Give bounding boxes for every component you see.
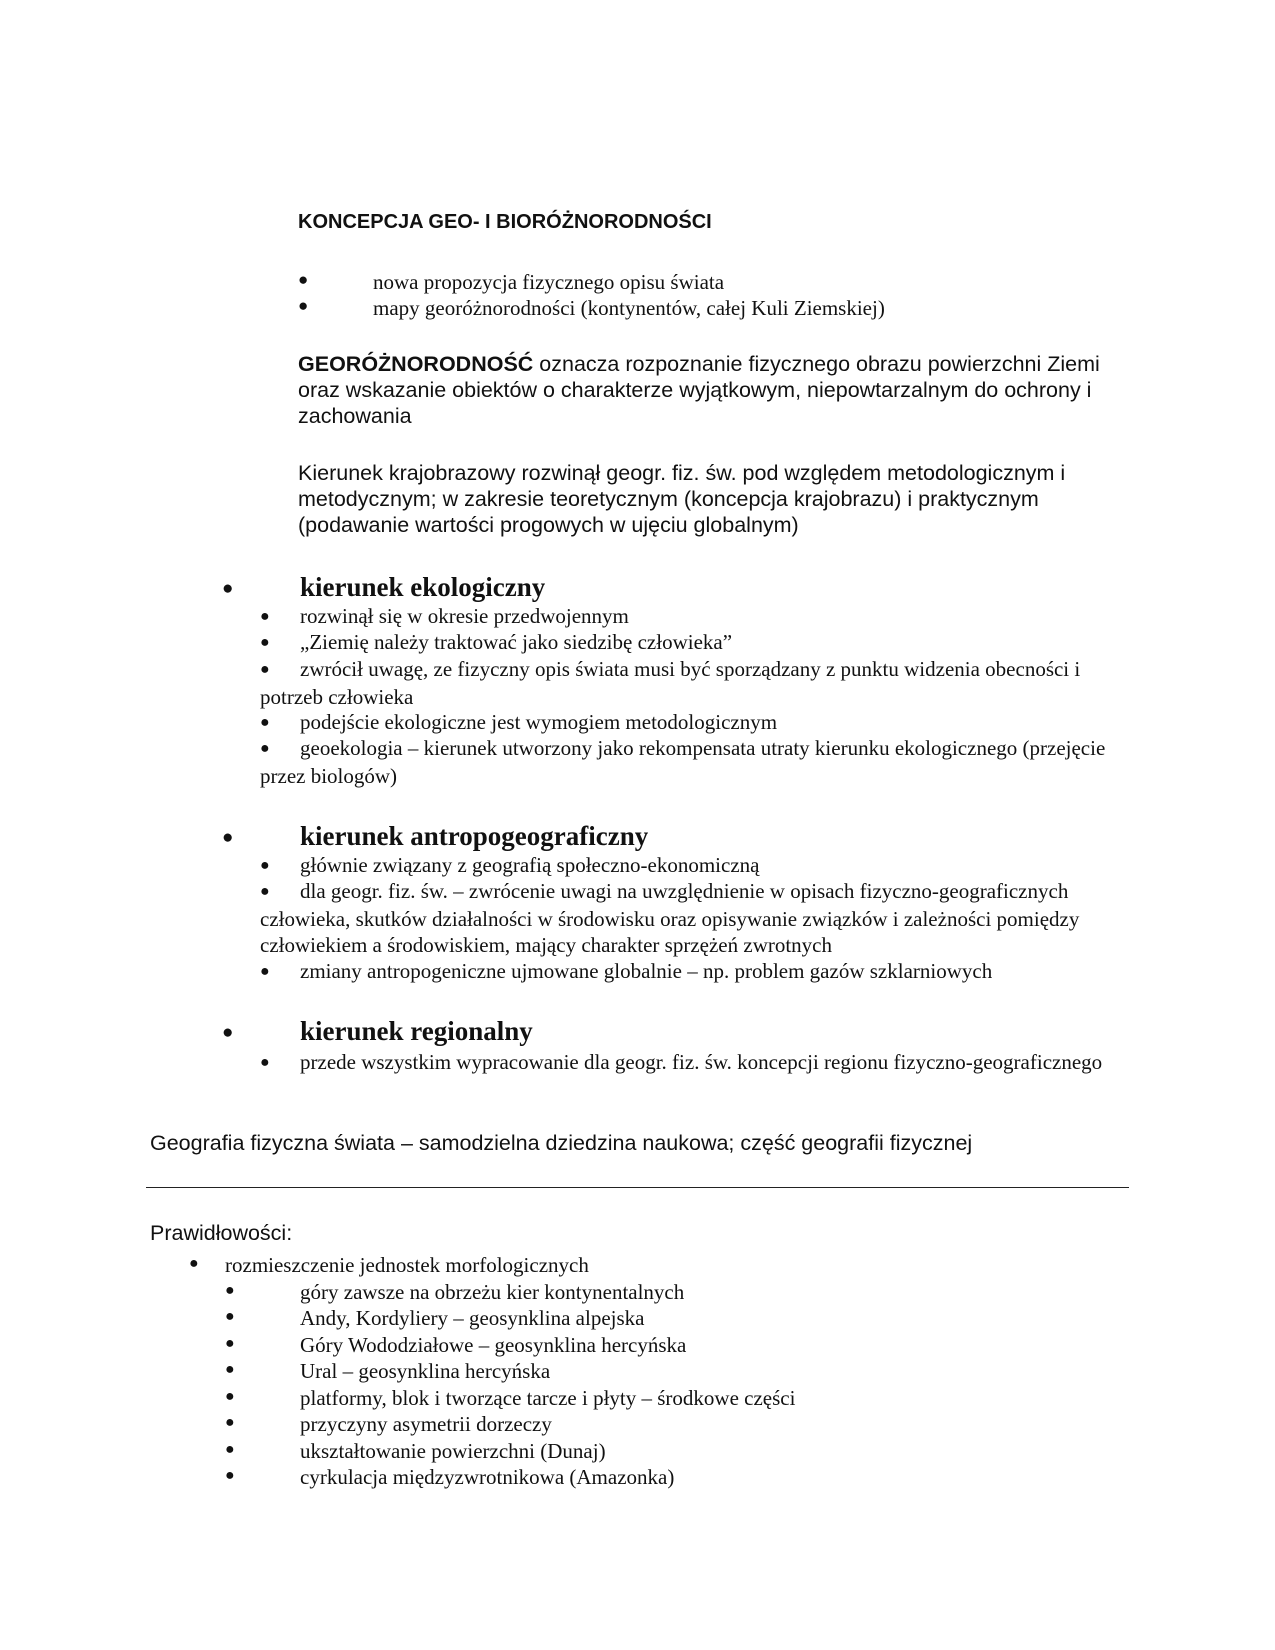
bullet-icon: ● [225, 1282, 235, 1299]
section-heading-text: kierunek regionalny [300, 1016, 533, 1046]
list-item-text: rozwinął się w okresie przedwojennym [300, 604, 629, 628]
list-item-text: Ural – geosynklina hercyńska [300, 1359, 551, 1383]
bullet-icon: ● [225, 1308, 235, 1325]
bullet-icon: ● [222, 1022, 234, 1043]
bullet-icon: ● [260, 634, 270, 651]
list-item [260, 958, 1115, 986]
list-item-text: cyrkulacja międzyzwrotnikowa (Amazonka) [300, 1465, 675, 1489]
document-title: KONCEPCJA GEO- I BIORÓŻNORODNOŚCI [298, 211, 712, 233]
bullet-icon: ● [222, 827, 234, 848]
list-item [260, 878, 1115, 959]
bullet-icon: ● [260, 963, 270, 980]
list-item [260, 709, 1115, 737]
list-item-text: „Ziemię należy traktować jako siedzibę człowieka” [300, 630, 733, 654]
list-item-text: ukształtowanie powierzchni (Dunaj) [300, 1439, 606, 1463]
list-item-text: mapy georóżnorodności (kontynentów, całej Kuli Ziemskiej) [373, 296, 885, 320]
bullet-icon: ● [225, 1361, 235, 1378]
list-item [260, 852, 1115, 880]
definition-text: oznacza rozpoznanie fizycznego obrazu powierzchni Ziemi oraz wskazanie obiektów o charakterze wyjątkowym, niepowtarzalnym do ochrony i zachowania [298, 352, 1100, 428]
definition-term: GEORÓŻNORODNOŚĆ [298, 352, 534, 376]
section-heading-text: kierunek antropogeograficzny [300, 821, 649, 851]
list-item [260, 629, 1115, 657]
list-item-text: rozmieszczenie jednostek morfologicznych [225, 1253, 589, 1277]
bullet-icon: ● [225, 1335, 235, 1352]
list-item-text: Góry Wododziałowe – geosynklina hercyńska [300, 1333, 687, 1357]
horizontal-divider [146, 1187, 1129, 1188]
bullet-icon: ● [260, 714, 270, 731]
list-item-text: zmiany antropogeniczne ujmowane globalnie – np. problem gazów szklarniowych [300, 959, 993, 983]
bullet-icon: ● [225, 1441, 235, 1458]
bullet-icon: ● [189, 1255, 199, 1272]
list-item [260, 735, 1115, 789]
list-item-text: Andy, Kordyliery – geosynklina alpejska [300, 1306, 645, 1330]
bullet-icon: ● [222, 578, 234, 599]
regularities-heading: Prawidłowości: [150, 1221, 293, 1245]
bullet-icon: ● [260, 1054, 270, 1071]
list-item-text: zwrócił uwagę, ze fizyczny opis świata musi być sporządzany z punktu widzenia obecności i potrzeb człowieka [260, 657, 1081, 709]
bullet-icon: ● [298, 270, 309, 289]
list-item [260, 656, 1115, 710]
list-item-text: góry zawsze na obrzeżu kier kontynentalnych [300, 1280, 685, 1304]
list-item-text: przyczyny asymetrii dorzeczy [300, 1412, 552, 1436]
bullet-icon: ● [260, 661, 270, 678]
list-item [260, 1049, 1115, 1077]
list-item-text: głównie związany z geografią społeczno-ekonomiczną [300, 853, 760, 877]
list-item-text: dla geogr. fiz. św. – zwrócenie uwagi na uwzględnienie w opisach fizyczno-geograficznych człowieka, skutków działalności w środowisku oraz opisywanie związków i zależności pomiędzy człowiekiem a środowiskiem, mający charakter sprzężeń zwrotnych [260, 879, 1080, 957]
list-item [260, 603, 1115, 631]
bullet-icon: ● [225, 1414, 235, 1431]
bullet-icon: ● [260, 608, 270, 625]
definition-paragraph [298, 351, 1128, 429]
geography-definition: Geografia fizyczna świata – samodzielna dziedzina naukowa; część geografii fizycznej [150, 1131, 973, 1155]
list-item-text: nowa propozycja fizycznego opisu świata [373, 270, 725, 294]
landscape-paragraph: Kierunek krajobrazowy rozwinął geogr. fiz. św. pod względem metodologicznym i metodycznym; w zakresie teoretycznym (koncepcja krajobrazu) i praktycznym (podawanie wartości progowych w ujęciu globalnym) [298, 461, 1066, 537]
list-item-text: platformy, blok i tworzące tarcze i płyty – środkowe części [300, 1386, 796, 1410]
list-item-text: przede wszystkim wypracowanie dla geogr. fiz. św. koncepcji regionu fizyczno-geograficznego [300, 1050, 1103, 1074]
list-item-text: podejście ekologiczne jest wymogiem metodologicznym [300, 710, 778, 734]
bullet-icon: ● [225, 1467, 235, 1484]
bullet-icon: ● [225, 1388, 235, 1405]
bullet-icon: ● [298, 296, 309, 315]
bullet-icon: ● [260, 883, 270, 900]
list-item-text: geoekologia – kierunek utworzony jako rekompensata utraty kierunku ekologicznego (przejęcie przez biologów) [260, 736, 1106, 788]
bullet-icon: ● [260, 740, 270, 757]
section-heading-text: kierunek ekologiczny [300, 572, 546, 602]
bullet-icon: ● [260, 857, 270, 874]
